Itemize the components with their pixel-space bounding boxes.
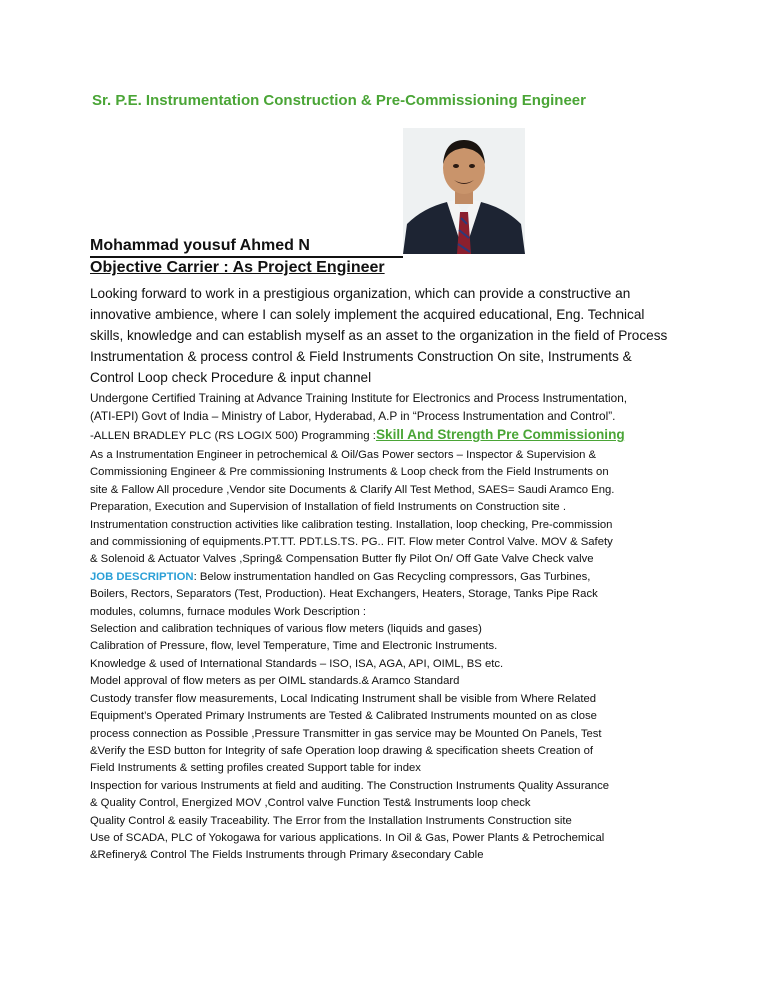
body-line: Use of SCADA, PLC of Yokogawa for various applications. In Oil & Gas, Power Plants & Petrochemical — [90, 831, 605, 844]
training-line: (ATI-EPI) Govt of India – Ministry of Labor, Hyderabad, A.P in “Process Instrumentation and Control”. — [90, 409, 616, 423]
body-line: Custody transfer flow measurements, Local Indicating Instrument shall be visible from Where Related — [90, 692, 597, 705]
job-description-line — [90, 569, 614, 586]
plc-line — [90, 427, 625, 442]
intro-line: Control Loop check Procedure & input channel — [90, 370, 372, 385]
body-line: &Refinery& Control The Fields Instruments through Primary &secondary Cable — [90, 849, 484, 862]
body-line: Field Instruments & setting profiles created Support table for index — [90, 762, 421, 775]
experience-body — [90, 447, 614, 865]
body-line: Instrumentation construction activities like calibration testing. Installation, loop checking, Pre-commission — [90, 518, 613, 531]
intro-line: Looking forward to work in a prestigious organization, which can provide a constructive an — [90, 286, 631, 301]
body-line: modules, columns, furnace modules Work Description : — [90, 605, 367, 618]
skills-heading: Skill And Strength Pre Commissioning — [375, 427, 625, 442]
training-paragraph — [90, 389, 627, 425]
body-line: Calibration of Pressure, flow, level Temperature, Time and Electronic Instruments. — [90, 640, 498, 653]
name-underline — [90, 256, 403, 258]
objective-heading: Objective Carrier : As Project Engineer — [90, 259, 385, 276]
intro-line: skills, knowledge and can establish myself as an asset to the organization in the field of Process — [90, 328, 668, 343]
body-line: Equipment’s Operated Primary Instruments are Tested & Calibrated Instruments mounted on as close — [90, 710, 597, 723]
body-line: &Verify the ESD button for Integrity of safe Operation loop drawing & specification sheets Creation of — [90, 744, 593, 757]
body-line: Knowledge & used of International Standards – ISO, ISA, AGA, API, OIML, BS etc. — [90, 657, 504, 670]
body-line: Boilers, Rectors, Separators (Test, Production). Heat Exchangers, Heaters, Storage, Tanks Pipe Rack — [90, 588, 598, 601]
body-line: & Solenoid & Actuator Valves ,Spring& Compensation Butter fly Pilot On/ Off Gate Valve Check valve — [90, 553, 594, 566]
body-line: Commissioning Engineer & Pre commissioning Instruments & Loop check from the Field Instruments on — [90, 466, 609, 479]
body-line: and commissioning of equipments.PT.TT. PDT.LS.TS. PG.. FIT. Flow meter Control Valve. MOV & Safety — [90, 536, 613, 549]
job-description-text: : Below instrumentation handled on Gas Recycling compressors, Gas Turbines, — [193, 570, 591, 583]
body-line: Selection and calibration techniques of various flow meters (liquids and gases) — [90, 623, 482, 636]
portrait-image — [403, 128, 525, 254]
intro-line: innovative ambience, where I can solely implement the acquired educational, Eng. Technical — [90, 307, 645, 322]
intro-line: Instrumentation & process control & Field Instruments Construction On site, Instruments & — [90, 349, 632, 364]
body-line: process connection as Possible ,Pressure Transmitter in gas service may be Mounted On Panels, Test — [90, 727, 602, 740]
profile-photo — [403, 128, 525, 254]
candidate-name: Mohammad yousuf Ahmed N — [90, 237, 310, 254]
body-line: Model approval of flow meters as per OIML standards.& Aramco Standard — [90, 675, 460, 688]
body-line: Inspection for various Instruments at field and auditing. The Construction Instruments Quality Assurance — [90, 779, 610, 792]
intro-paragraph — [90, 283, 682, 388]
body-line: site & Fallow All procedure ,Vendor site Documents & Clarify All Test Method, SAES= Saudi Aramco Eng. — [90, 483, 615, 496]
body-line: & Quality Control, Energized MOV ,Control valve Function Test& Instruments loop check — [90, 797, 531, 810]
plc-text: -ALLEN BRADLEY PLC (RS LOGIX 500) Programming : — [90, 430, 376, 442]
body-line: As a Instrumentation Engineer in petrochemical & Oil/Gas Power sectors – Inspector & Supervision & — [90, 449, 597, 461]
body-line: Preparation, Execution and Supervision of Installation of field Instruments on Construction site . — [90, 501, 566, 514]
training-line: Undergone Certified Training at Advance Training Institute for Electronics and Process Instrumentation, — [90, 391, 628, 405]
page-title: Sr. P.E. Instrumentation Construction & Pre-Commissioning Engineer — [92, 92, 586, 109]
job-description-label: JOB DESCRIPTION — [90, 570, 194, 583]
body-line: Quality Control & easily Traceability. The Error from the Installation Instruments Construction site — [90, 814, 572, 827]
